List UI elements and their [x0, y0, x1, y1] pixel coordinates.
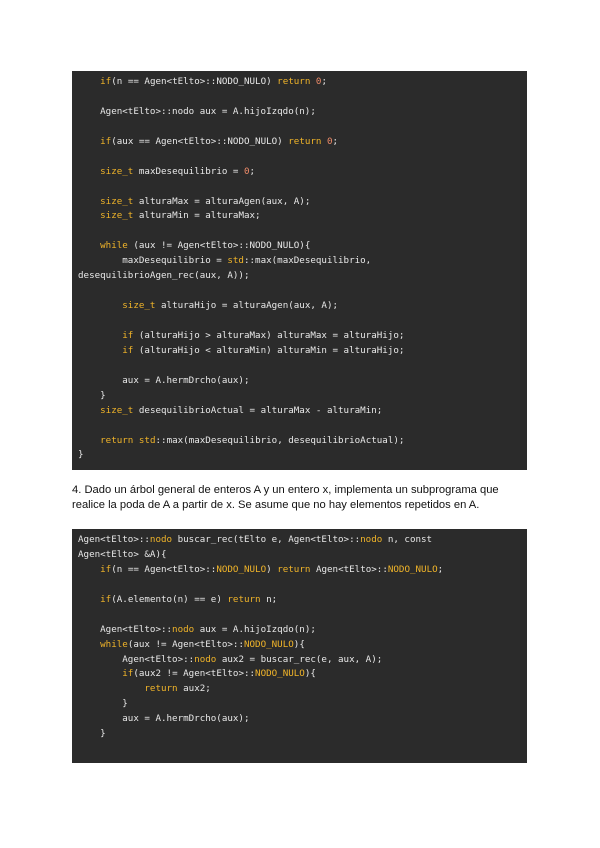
code-text: (aux2 != Agen<tElto>::	[133, 668, 256, 680]
code-text	[78, 564, 100, 575]
code-text: Agen<tElto>::nodo aux = A.hijoIzqdo(n);	[78, 105, 316, 117]
code-keyword: NODO_NULO	[255, 668, 305, 680]
code-text: }	[78, 698, 128, 710]
code-keyword: return	[144, 683, 178, 695]
code-keyword: return	[100, 434, 134, 446]
code-line	[78, 75, 521, 90]
code-text: (A.elemento(n) == e)	[111, 593, 228, 605]
code-text: maxDesequilibrio =	[133, 165, 244, 177]
code-keyword: size_t	[100, 404, 134, 416]
code-line	[78, 448, 521, 463]
code-text: aux2;	[177, 683, 211, 695]
code-line	[78, 209, 521, 224]
code-text	[78, 405, 100, 416]
code-line	[78, 712, 521, 727]
code-text: ;	[437, 563, 444, 575]
code-block-desequilibrio	[72, 71, 527, 470]
code-text: Agen<tElto>::	[78, 653, 195, 665]
code-line	[78, 299, 521, 314]
code-text: Agen<tElto>::	[78, 534, 150, 545]
code-text: buscar_rec(tElto e, Agen<tElto>::	[172, 534, 361, 545]
code-text: ;	[249, 165, 256, 177]
code-text: (alturaHijo < alturaMin) alturaMin = alturaHijo;	[133, 344, 405, 356]
code-text	[78, 300, 122, 311]
code-line	[78, 548, 521, 563]
code-keyword: nodo	[172, 623, 195, 635]
code-text	[78, 345, 122, 356]
code-block-buscar-rec	[72, 529, 527, 763]
code-line	[78, 682, 521, 697]
code-keyword: return	[227, 593, 261, 605]
code-line	[78, 533, 521, 548]
code-keyword: nodo	[360, 534, 383, 545]
code-line	[78, 120, 521, 135]
code-text: n;	[260, 593, 278, 605]
code-text: Agen<tElto>::	[78, 623, 173, 635]
code-keyword: if	[122, 668, 134, 680]
code-text: aux = A.hermDrcho(aux);	[78, 713, 250, 725]
code-text: alturaHijo = alturaAgen(aux, A);	[155, 300, 339, 312]
code-line	[78, 165, 521, 180]
code-text: ::max(maxDesequilibrio,	[243, 255, 372, 267]
code-text: alturaMin = alturaMax;	[133, 210, 261, 222]
code-line	[78, 105, 521, 120]
code-text: ::max(maxDesequilibrio, desequilibrioActual);	[155, 434, 405, 446]
code-text: ;	[332, 135, 339, 147]
code-text: desequilibrioActual = alturaMax - alturaMin;	[133, 404, 383, 416]
code-text: aux = A.hermDrcho(aux);	[78, 374, 250, 386]
code-text	[78, 196, 100, 207]
code-text: )	[266, 563, 278, 575]
code-text: }	[78, 389, 106, 401]
code-keyword: std	[138, 434, 156, 446]
code-number: 0	[326, 135, 333, 147]
code-keyword: if	[100, 76, 112, 87]
code-keyword: size_t	[122, 300, 156, 312]
code-text: Agen<tElto> &A){	[78, 548, 167, 560]
code-keyword: return	[277, 76, 311, 87]
code-text: }	[78, 449, 84, 461]
code-text: }	[78, 728, 106, 740]
code-text	[78, 166, 100, 177]
code-keyword: size_t	[100, 165, 134, 177]
code-line	[78, 404, 521, 419]
code-text	[78, 76, 100, 87]
code-text: (aux != Agen<tElto>::NODO_NULO){	[127, 240, 311, 252]
code-line	[78, 195, 521, 210]
code-line	[78, 593, 521, 608]
code-text: maxDesequilibrio =	[78, 255, 228, 267]
code-line	[78, 608, 521, 623]
code-keyword: nodo	[194, 653, 217, 665]
code-keyword: NODO_NULO	[387, 563, 438, 575]
code-line	[78, 150, 521, 165]
code-line	[78, 667, 521, 682]
code-text	[78, 435, 100, 446]
code-number: 0	[315, 76, 322, 87]
code-keyword: while	[100, 638, 128, 650]
code-keyword: if	[122, 344, 134, 356]
code-keyword: size_t	[100, 195, 134, 207]
code-keyword: NODO_NULO	[243, 638, 294, 650]
code-number: 0	[243, 165, 250, 177]
code-keyword: return	[277, 563, 311, 575]
code-text: (n == Agen<tElto>::	[111, 563, 217, 575]
code-line	[78, 314, 521, 329]
code-text: n, const	[382, 534, 433, 545]
code-line	[78, 697, 521, 712]
code-line	[78, 254, 521, 269]
code-keyword: nodo	[149, 534, 173, 545]
code-text: aux2 = buscar_rec(e, aux, A);	[216, 653, 383, 665]
code-keyword: NODO_NULO	[216, 563, 267, 575]
code-line	[78, 135, 521, 150]
code-line	[78, 434, 521, 449]
code-line	[78, 389, 521, 404]
code-keyword: if	[122, 329, 134, 341]
exercise-4-statement: 4. Dado un árbol general de enteros A y un entero x, implementa un subprograma que realice la poda de A a partir de x. Se asume que no hay elementos repetidos en A.	[72, 484, 499, 511]
code-line	[78, 344, 521, 359]
code-text	[78, 683, 144, 694]
code-line	[78, 727, 521, 742]
code-keyword: if	[100, 593, 112, 605]
code-keyword: return	[288, 135, 322, 147]
code-text	[78, 668, 122, 679]
code-text: alturaMax = alturaAgen(aux, A);	[133, 195, 311, 207]
code-line	[78, 623, 521, 638]
code-text: (alturaHijo > alturaMax) alturaMax = alturaHijo;	[133, 329, 405, 341]
code-line	[78, 578, 521, 593]
code-line	[78, 284, 521, 299]
code-line	[78, 90, 521, 105]
code-text	[78, 136, 100, 147]
code-text	[78, 639, 100, 650]
code-text: ){	[293, 638, 305, 650]
code-text: ){	[304, 668, 316, 680]
code-text	[78, 594, 100, 605]
code-keyword: while	[100, 240, 128, 252]
code-text: desequilibrioAgen_rec(aux, A));	[78, 270, 250, 282]
code-text	[78, 210, 100, 221]
code-keyword: if	[100, 563, 112, 575]
code-keyword: std	[227, 255, 244, 267]
code-text: (n == Agen<tElto>::NODO_NULO)	[111, 76, 278, 87]
code-keyword: if	[100, 135, 112, 147]
code-line	[78, 563, 521, 578]
code-line	[78, 638, 521, 653]
code-line	[78, 419, 521, 434]
code-text	[78, 330, 122, 341]
code-line	[78, 359, 521, 374]
code-line	[78, 329, 521, 344]
code-line	[78, 269, 521, 284]
code-line	[78, 180, 521, 195]
code-text: (aux != Agen<tElto>::	[127, 638, 244, 650]
code-keyword: size_t	[100, 210, 134, 222]
code-text: (aux == Agen<tElto>::NODO_NULO)	[111, 135, 289, 147]
code-text: ;	[321, 76, 328, 87]
code-text: Agen<tElto>::	[310, 563, 388, 575]
code-line	[78, 374, 521, 389]
code-line	[78, 653, 521, 668]
code-text: aux = A.hijoIzqdo(n);	[194, 623, 316, 635]
code-line	[78, 239, 521, 254]
code-line	[78, 224, 521, 239]
code-text	[78, 240, 100, 251]
